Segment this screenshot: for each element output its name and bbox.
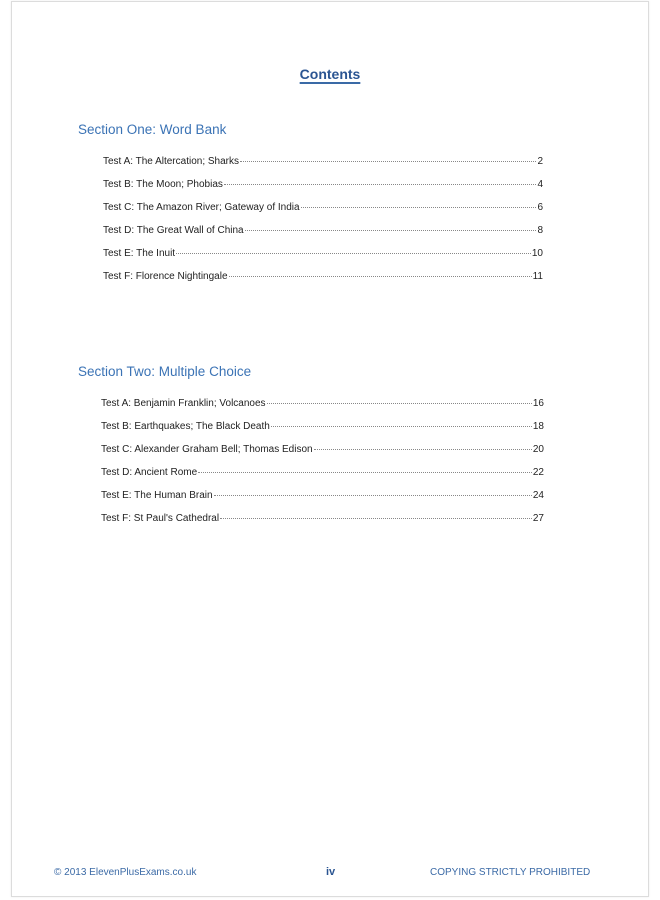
toc-entry-label: Test C: The Amazon River; Gateway of India (103, 202, 300, 213)
dot-leader (245, 230, 537, 231)
toc-entry-label: Test B: The Moon; Phobias (103, 179, 223, 190)
toc-entry-label: Test E: The Human Brain (101, 490, 213, 501)
toc-list-section-two (101, 398, 544, 536)
toc-entry-label: Test A: Benjamin Franklin; Volcanoes (101, 398, 266, 409)
toc-entry[interactable] (101, 444, 544, 467)
page-title (0, 66, 660, 82)
toc-entry-page: 8 (537, 225, 543, 236)
dot-leader (271, 426, 532, 427)
toc-entry-page: 16 (532, 398, 544, 409)
toc-entry-label: Test A: The Altercation; Sharks (103, 156, 239, 167)
toc-entry[interactable] (103, 271, 543, 294)
toc-entry[interactable] (103, 225, 543, 248)
toc-entry[interactable] (101, 421, 544, 444)
toc-entry-page: 18 (532, 421, 544, 432)
toc-entry-page: 24 (532, 490, 544, 501)
toc-entry-page: 20 (532, 444, 544, 455)
toc-list-section-one (103, 156, 543, 294)
dot-leader (314, 449, 532, 450)
section-heading-word-bank: Section One: Word Bank (78, 122, 227, 137)
toc-entry-label: Test B: Earthquakes; The Black Death (101, 421, 270, 432)
toc-entry[interactable] (101, 513, 544, 536)
dot-leader (229, 276, 532, 277)
dot-leader (301, 207, 537, 208)
toc-entry-label: Test D: Ancient Rome (101, 467, 198, 478)
toc-entry-page: 27 (532, 513, 544, 524)
dot-leader (198, 472, 532, 473)
footer-copyright: © 2013 ElevenPlusExams.co.uk (54, 867, 197, 878)
toc-entry[interactable] (103, 202, 543, 225)
toc-entry-label: Test F: Florence Nightingale (103, 271, 228, 282)
toc-entry-page: 6 (537, 202, 543, 213)
page-title-text: Contents (299, 66, 361, 82)
toc-entry-page: 4 (537, 179, 543, 190)
dot-leader (267, 403, 532, 404)
footer-notice: COPYING STRICTLY PROHIBITED (430, 867, 591, 878)
toc-entry[interactable] (103, 156, 543, 179)
toc-entry-page: 22 (532, 467, 544, 478)
dot-leader (220, 518, 532, 519)
toc-entry-page: 10 (531, 248, 543, 259)
dot-leader (176, 253, 531, 254)
toc-entry-page: 2 (537, 156, 543, 167)
toc-entry-label: Test C: Alexander Graham Bell; Thomas Edison (101, 444, 313, 455)
toc-entry[interactable] (101, 490, 544, 513)
toc-entry-page: 11 (532, 271, 543, 282)
toc-entry-label: Test E: The Inuit (103, 248, 176, 259)
toc-entry-label: Test D: The Great Wall of China (103, 225, 244, 236)
dot-leader (214, 495, 532, 496)
toc-entry[interactable] (101, 467, 544, 490)
dot-leader (240, 161, 536, 162)
toc-entry[interactable] (101, 398, 544, 421)
toc-entry[interactable] (103, 179, 543, 202)
section-heading-multiple-choice: Section Two: Multiple Choice (78, 364, 252, 379)
toc-entry[interactable] (103, 248, 543, 271)
footer-page-number: iv (326, 866, 336, 878)
toc-entry-label: Test F: St Paul's Cathedral (101, 513, 220, 524)
dot-leader (224, 184, 537, 185)
